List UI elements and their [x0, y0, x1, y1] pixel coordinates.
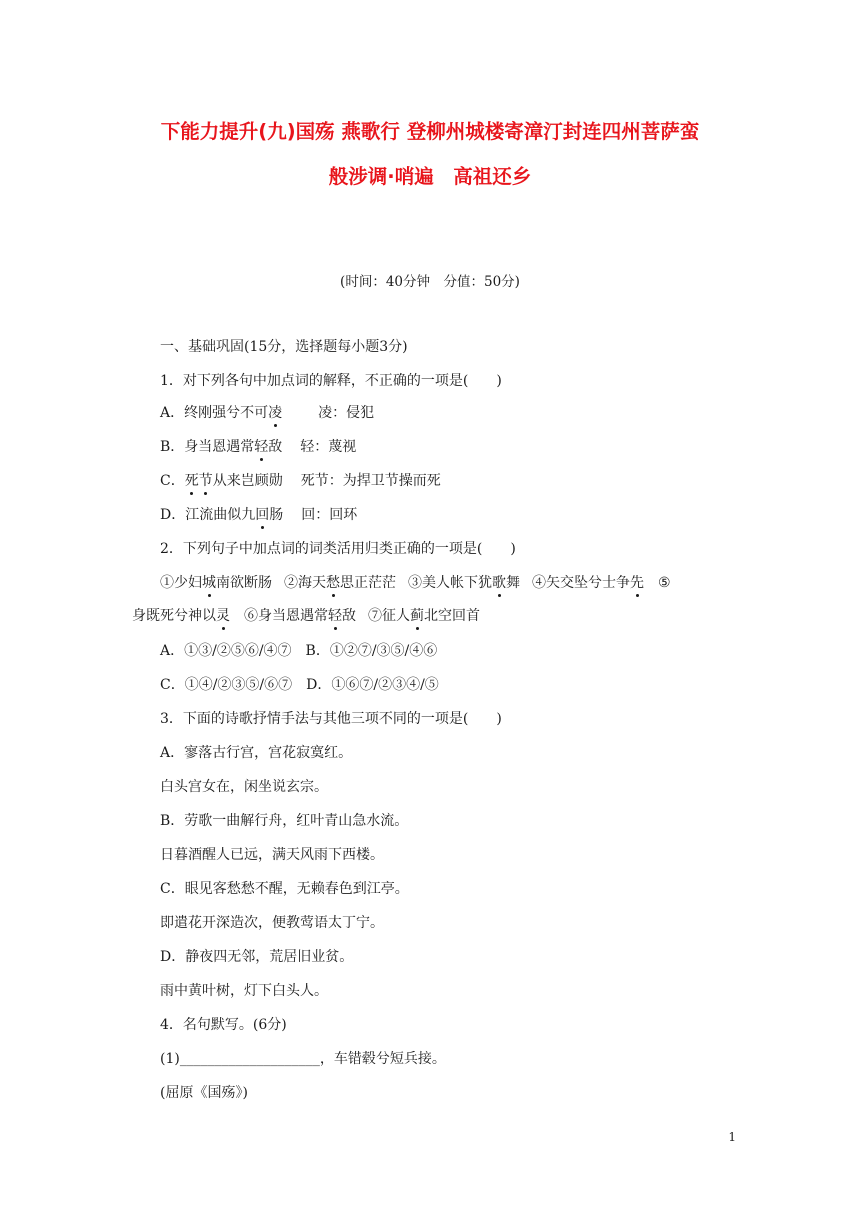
option-gloss: 凌：侵犯 [318, 405, 375, 421]
question-4-source-1: (屈原《国殇》) [160, 1085, 248, 1101]
question-3-option-a-line-1: A．寥落古行宫，宫花寂寞红。 [160, 745, 353, 761]
dotted-word: 凌 [268, 405, 283, 421]
question-3-option-c-line-2: 即遣花开深造次，便教莺语太丁宁。 [160, 915, 384, 931]
question-3-option-d-line-1: D．静夜四无邻，荒居旧业贫。 [160, 949, 354, 965]
sentence-text: 思正茫茫 [340, 575, 396, 591]
option-text: 肠 [269, 507, 284, 523]
question-1-stem: 1．对下列各句中加点词的解释，不正确的一项是( ) [160, 373, 502, 389]
dotted-word: 轻 [254, 439, 269, 455]
sentence-text: ②海天 [284, 575, 326, 591]
question-1-option-a [160, 403, 374, 423]
question-4-stem: 4．名句默写。(6分) [160, 1017, 287, 1033]
sentence-text: 北空回首 [424, 608, 480, 624]
question-3-option-a-line-2: 白头宫女在，闲坐说玄宗。 [160, 779, 328, 795]
dotted-word: 死 [184, 473, 199, 489]
title-line-2: 般涉调·哨遍 高祖还乡 [328, 165, 532, 188]
question-3-stem: 3．下面的诗歌抒情手法与其他三项不同的一项是( ) [160, 711, 502, 727]
section-heading: 一、基础巩固(15分，选择题每小题3分) [160, 339, 408, 355]
option-gloss: 死节：为捍卫节操而死 [300, 473, 441, 489]
sentence-text: 身既死兮神以 [132, 608, 216, 624]
option-text: D．江流曲似九 [160, 507, 256, 523]
dotted-word: 城 [202, 575, 216, 591]
dotted-word: 蓟 [410, 608, 424, 624]
sentence-text: ①少妇 [160, 575, 202, 591]
sentence-text: 南欲断肠 [216, 575, 272, 591]
option-text: C． [160, 473, 185, 489]
sentence-text: 敌 [342, 608, 356, 624]
question-3-option-b-line-2: 日暮酒醒人已远，满天风雨下西楼。 [160, 847, 384, 863]
question-2-options-ab: A．①③/②⑤⑥/④⑦ B．①②⑦/③⑤/④⑥ [160, 643, 438, 659]
option-text: A．终刚强兮不可 [160, 405, 269, 421]
sentence-text: ④矢交坠兮士争 [532, 575, 630, 591]
option-gloss: 轻：蔑视 [300, 439, 357, 455]
sentence-number: ⑤ [658, 575, 671, 591]
option-text: 从来岂顾勋 [212, 473, 283, 489]
question-1-option-d [160, 505, 357, 525]
question-2-sentences-line-2 [132, 606, 480, 626]
sentence-text: ⑥身当恩遇常 [244, 608, 328, 624]
dotted-word: 歌 [492, 575, 506, 591]
question-3-option-b-line-1: B．劳歌一曲解行舟，红叶青山急水流。 [160, 813, 409, 829]
dotted-word: 愁 [326, 575, 340, 591]
question-2-stem: 2．下列句子中加点词的词类活用归类正确的一项是( ) [160, 541, 516, 557]
option-text: B．身当恩遇常 [160, 439, 255, 455]
sentence-text: ⑦征人 [368, 608, 410, 624]
dotted-word: 节 [198, 473, 213, 489]
sentence-text: 舞 [506, 575, 520, 591]
question-1-option-b [160, 437, 356, 457]
option-gloss: 回：回环 [301, 507, 358, 523]
sentence-text: ③美人帐下犹 [408, 575, 492, 591]
question-3-option-c-line-1: C．眼见客愁愁不醒，无赖春色到江亭。 [160, 881, 409, 897]
question-4-item-1: (1)____________________，车错毂兮短兵接。 [160, 1051, 446, 1067]
question-2-options-cd: C．①④/②③⑤/⑥⑦ D．①⑥⑦/②③④/⑤ [160, 677, 439, 693]
question-3-option-d-line-2: 雨中黄叶树，灯下白头人。 [160, 983, 328, 999]
question-1-option-c [160, 471, 441, 491]
dotted-word: 轻 [328, 608, 342, 624]
option-text: 敌 [268, 439, 283, 455]
dotted-word: 先 [630, 575, 644, 591]
dotted-word: 灵 [216, 608, 230, 624]
title-line-1: 下能力提升(九)国殇 燕歌行 登柳州城楼寄漳汀封连四州菩萨蛮 [160, 120, 700, 143]
dotted-word: 回 [255, 507, 270, 523]
page-number: 1 [728, 1130, 736, 1144]
question-2-sentences-line-1 [160, 573, 671, 593]
time-score-info: (时间：40分钟 分值：50分) [340, 274, 520, 290]
